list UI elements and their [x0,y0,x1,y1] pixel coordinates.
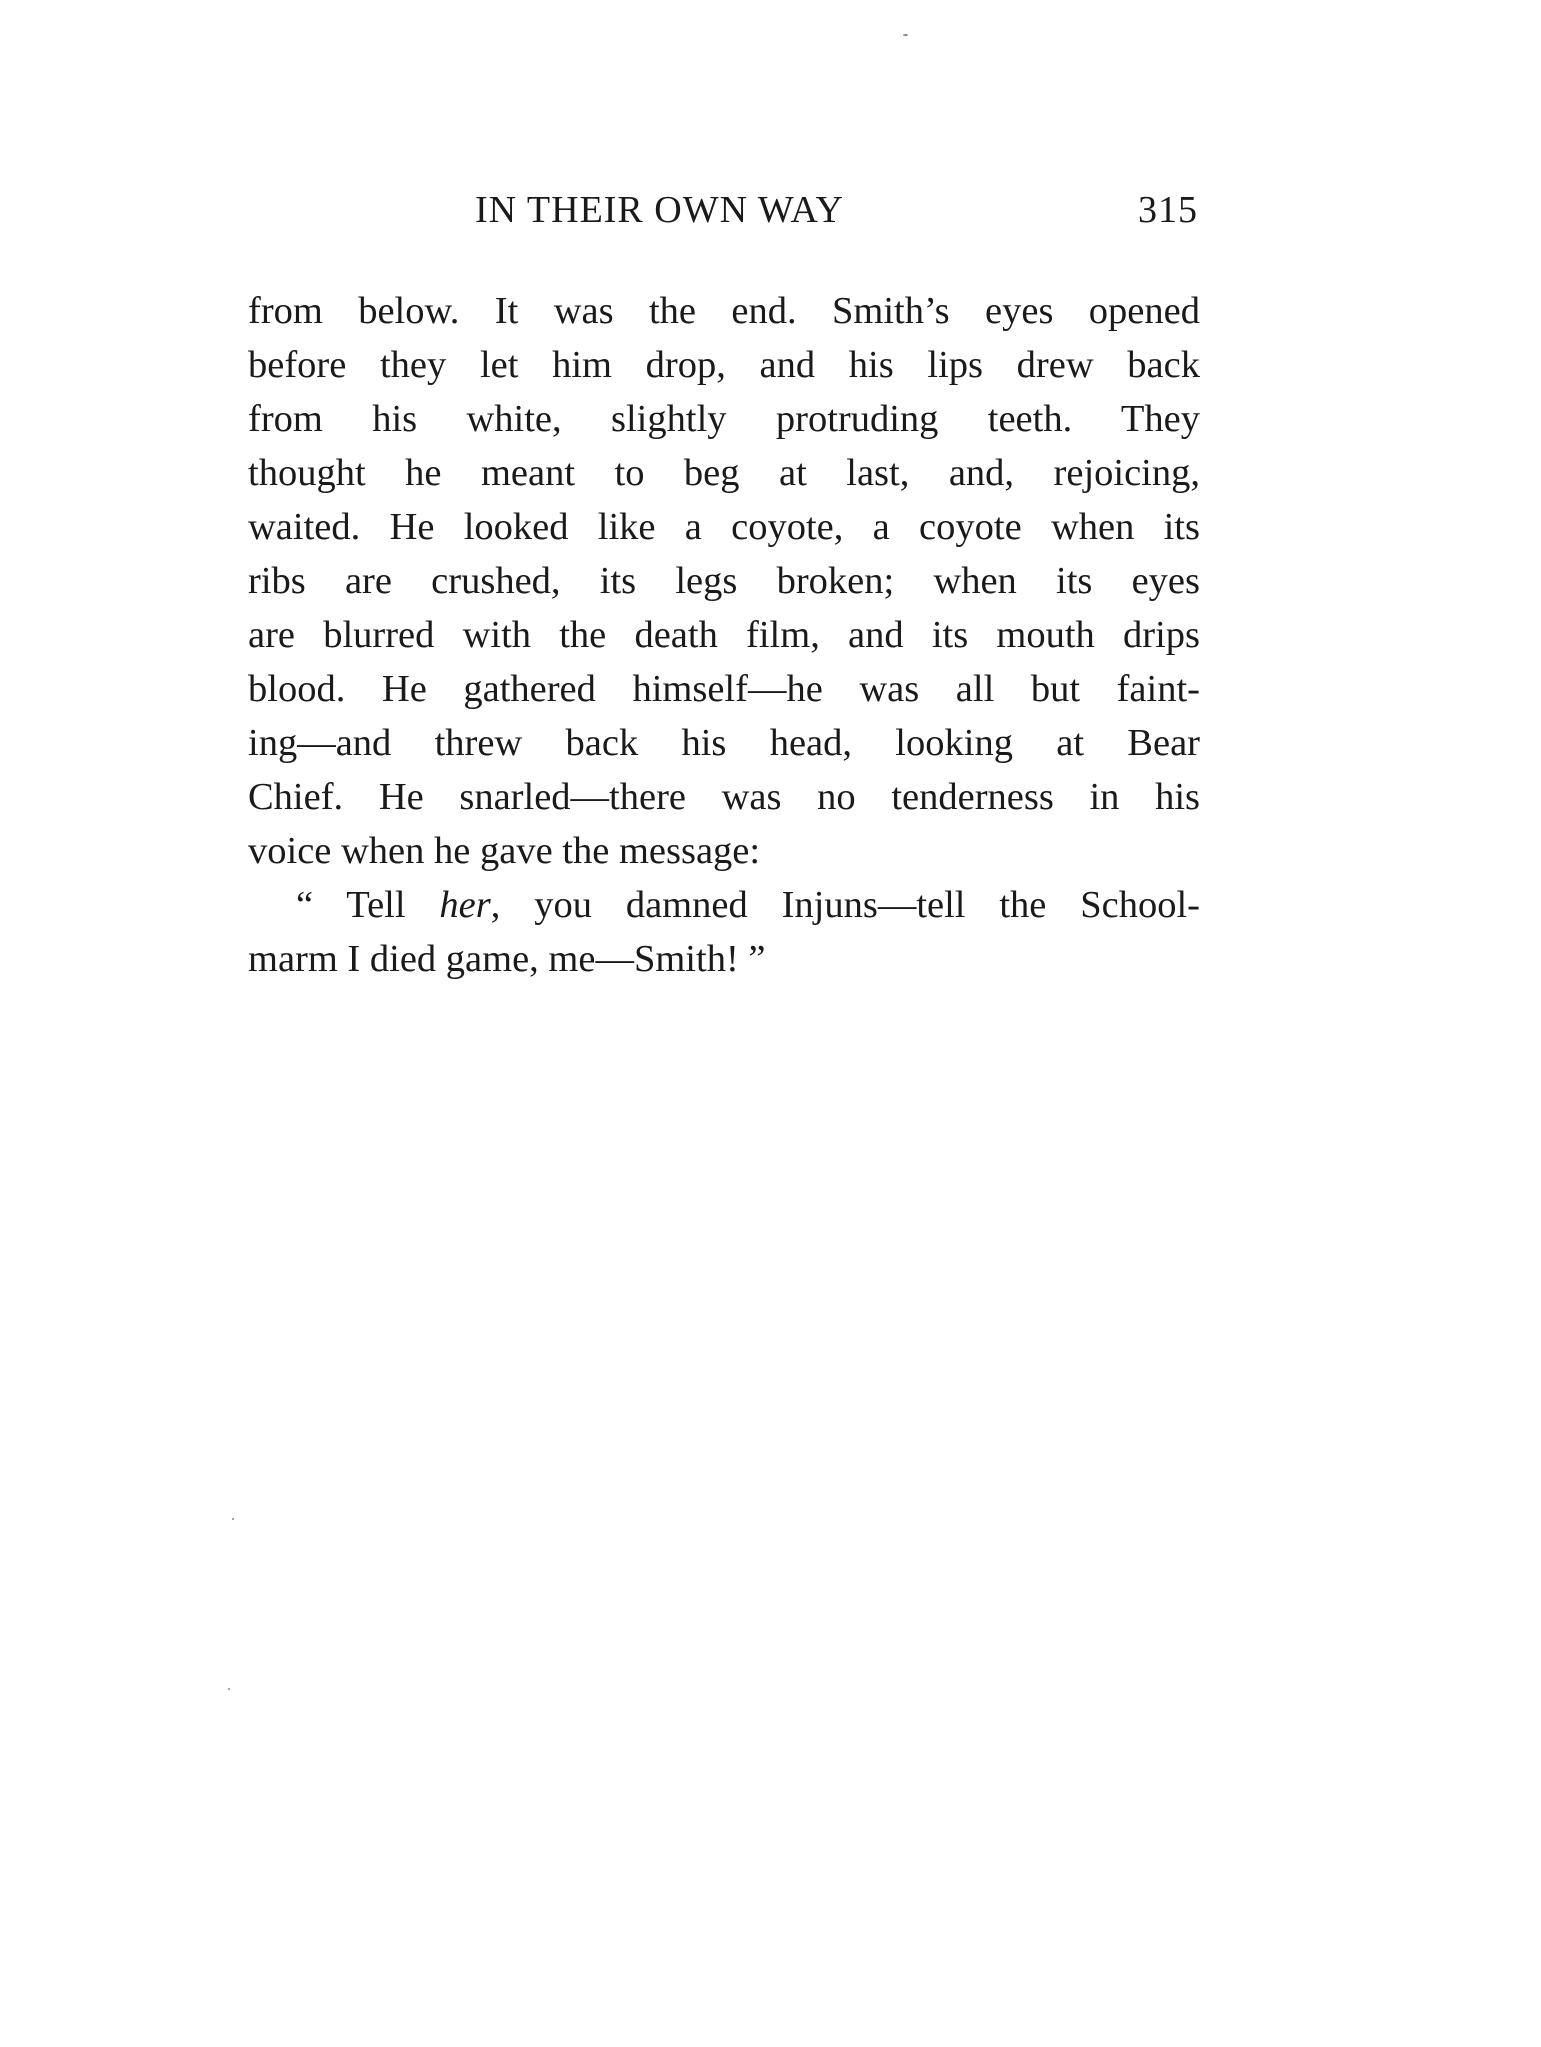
text-line: before they let him drop, and his lips drew back [248,344,1200,386]
text-line: waited. He looked like a coyote, a coyote when its [248,506,1200,548]
text-line: voice when he gave the message: [248,830,761,872]
text-line: are blurred with the death film, and its mouth drips [248,614,1200,656]
text-line: blood. He gathered himself—he was all but faint- [248,668,1200,710]
scan-speck [903,34,908,36]
text-line: ribs are crushed, its legs broken; when its eyes [248,560,1200,602]
text-run: , you damned Injuns—tell the School- [490,884,1201,926]
scan-speck [228,1688,230,1690]
italic-text: her [439,884,491,926]
body-text [248,284,1200,986]
paragraph-1 [248,284,1200,878]
text-run: “ Tell [296,884,440,926]
text-line [248,878,1200,932]
text-line: from his white, slightly protruding teeth. They [248,398,1200,440]
scan-speck [232,1518,234,1520]
paragraph-2 [248,878,1200,986]
text-line: Chief. He snarled—there was no tenderness in his [248,776,1200,818]
running-header [250,188,1198,238]
text-line: marm I died game, me—Smith! ” [248,938,766,980]
text-line: ing—and threw back his head, looking at Bear [248,722,1200,764]
page-number: 315 [1138,189,1198,231]
text-line: thought he meant to beg at last, and, rejoicing, [248,452,1200,494]
text-line: from below. It was the end. Smith’s eyes opened [248,290,1200,332]
running-title: IN THEIR OWN WAY [475,189,844,231]
